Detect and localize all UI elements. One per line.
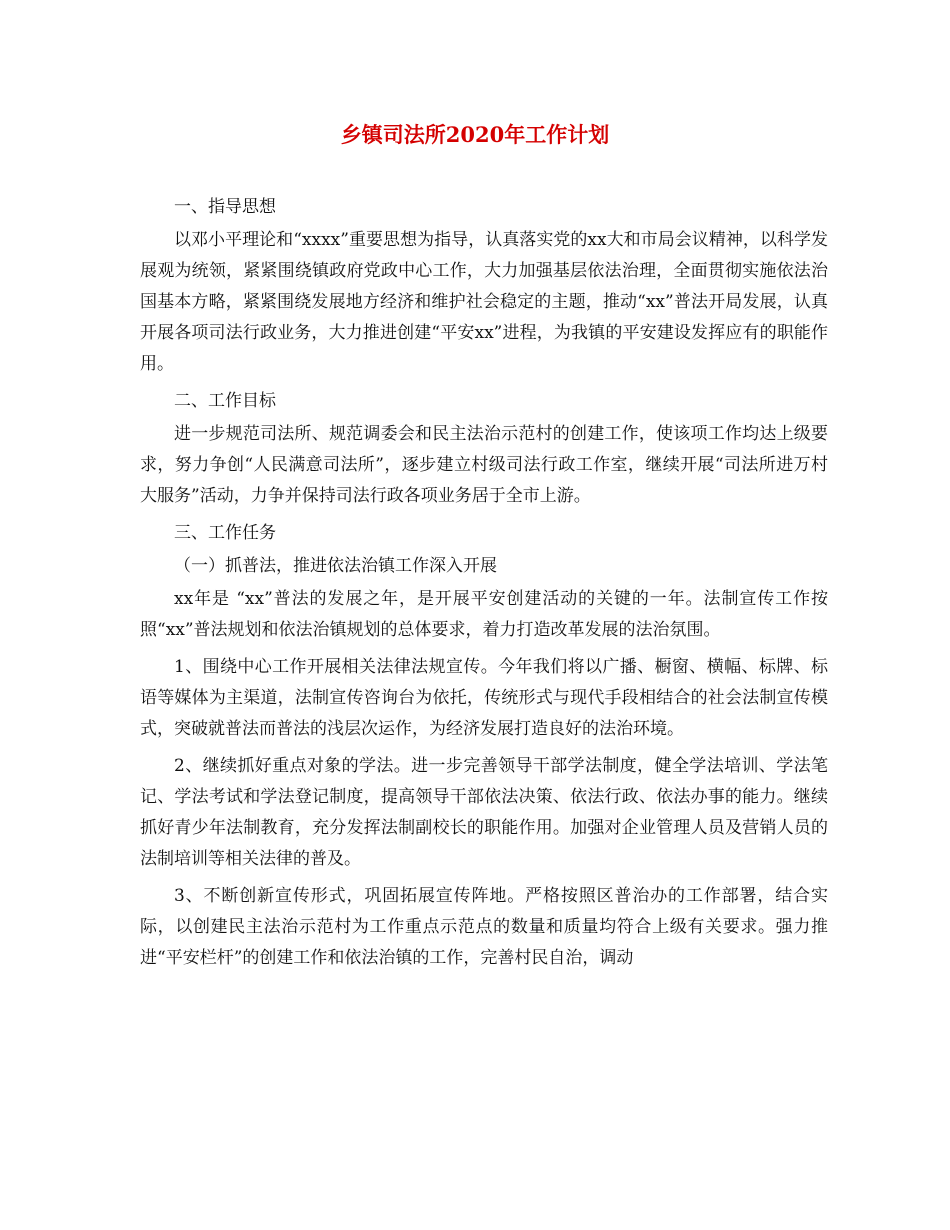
paragraph-guiding-ideology: 以邓小平理论和“xxxx”重要思想为指导，认真落实党的xx大和市局会议精神，以科学发展观为统领，紧紧围绕镇政府党政中心工作，大力加强基层依法治理，全面贯彻实施依法治国基本方略，紧紧围绕发展地方经济和维护社会稳定的主题，推动“xx”普法开局发展，认真开展各项司法行政业务，大力推进创建“平安xx”进程，为我镇的平安建设发挥应有的职能作用。	[140, 230, 828, 374]
paragraph-work-goals: 进一步规范司法所、规范调委会和民主法治示范村的创建工作，使该项工作均达上级要求，努力争创“人民满意司法所”，逐步建立村级司法行政工作室，继续开展“司法所进万村大服务”活动，力争并保持司法行政各项业务居于全市上游。	[140, 424, 828, 506]
document-body	[140, 192, 828, 980]
section-heading-guiding-ideology: 一、指导思想	[174, 197, 276, 217]
paragraph-task-3: 3、不断创新宣传形式，巩固拓展宣传阵地。严格按照区普治办的工作部署，结合实际，以创建民主法治示范村为工作重点示范点的数量和质量均符合上级有关要求。强力推进“平安栏杆”的创建工作和依法治镇的工作，完善村民自治，调动	[140, 886, 828, 968]
paragraph-task-2: 2、继续抓好重点对象的学法。进一步完善领导干部学法制度，健全学法培训、学法笔记、学法考试和学法登记制度，提高领导干部依法决策、依法行政、依法办事的能力。继续抓好青少年法制教育，充分发挥法制副校长的职能作用。加强对企业管理人员及营销人员的法制培训等相关法律的普及。	[140, 756, 828, 869]
document-title: 乡镇司法所2020年工作计划	[340, 122, 610, 147]
section-heading-work-tasks: 三、工作任务	[174, 523, 276, 543]
section-heading-work-goals: 二、工作目标	[174, 391, 276, 411]
paragraph-task-1: 1、围绕中心工作开展相关法律法规宣传。今年我们将以广播、橱窗、横幅、标牌、标语等媒体为主渠道，法制宣传咨询台为依托，传统形式与现代手段相结合的社会法制宣传模式，突破就普法而普法的浅层次运作，为经济发展打造良好的法治环境。	[140, 657, 828, 739]
paragraph-law-popularization-year: xx年是 “xx”普法的发展之年，是开展平安创建活动的关键的一年。法制宣传工作按照“xx”普法规划和依法治镇规划的总体要求，着力打造改革发展的法治氛围。	[140, 589, 828, 640]
subsection-heading-law-popularization: （一）抓普法，推进依法治镇工作深入开展	[174, 556, 497, 576]
